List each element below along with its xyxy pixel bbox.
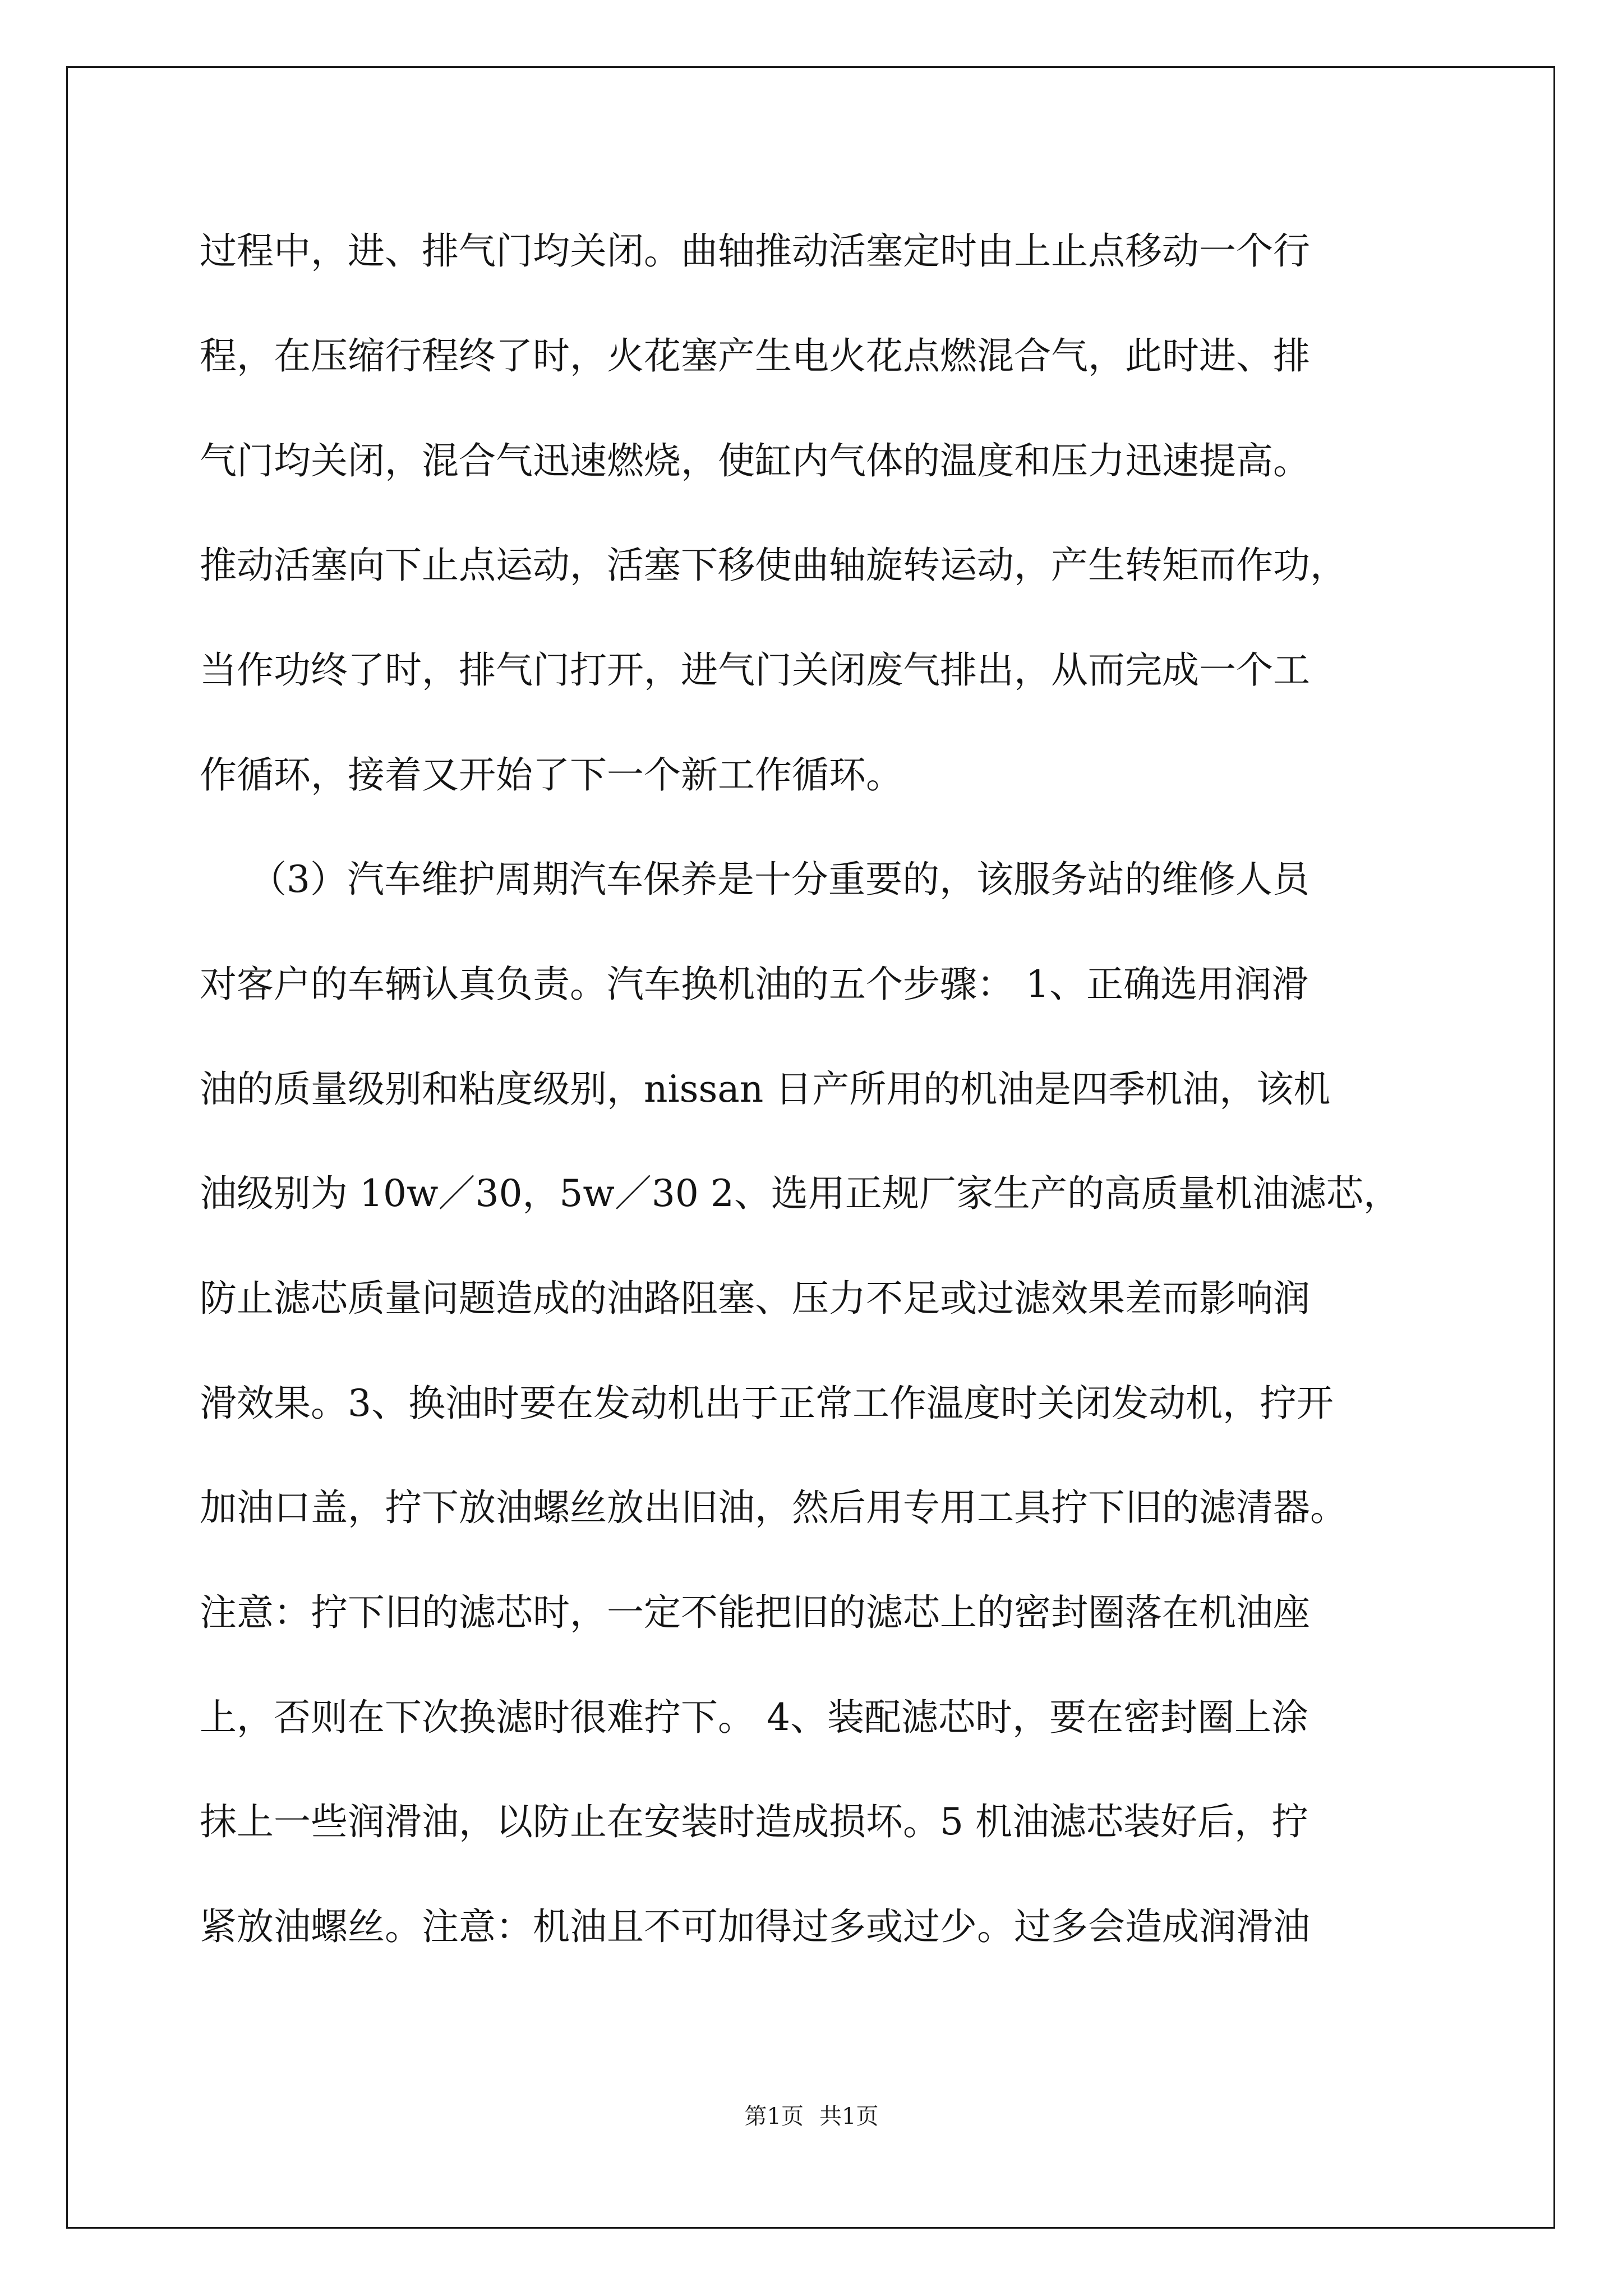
text-line: 气门均关闭，混合气迅速燃烧，使缸内气体的温度和压力迅速提高。 xyxy=(200,439,1310,482)
page-number-current: 第1页 xyxy=(744,2104,804,2129)
text-line: 油的质量级别和粘度级别，nissan 日产所用的机油是四季机油，该机 xyxy=(200,1068,1331,1111)
text-line: 防止滤芯质量问题造成的油路阻塞、压力不足或过滤效果差而影响润 xyxy=(200,1277,1310,1320)
text-line: 紧放油螺丝。注意：机油且不可加得过多或过少。过多会造成润滑油 xyxy=(200,1905,1310,1948)
text-line: 当作功终了时，排气门打开，进气门关闭废气排出，从而完成一个工 xyxy=(200,648,1310,692)
text-line: 作循环，接着又开始了下一个新工作循环。 xyxy=(200,753,903,797)
text-line: 抹上一些润滑油，以防止在安装时造成损坏。5 机油滤芯装好后，拧 xyxy=(200,1800,1308,1843)
text-line: 滑效果。3、换油时要在发动机出于正常工作温度时关闭发动机，拧开 xyxy=(200,1382,1334,1425)
page-number-total: 共1页 xyxy=(819,2104,879,2129)
text-line: 上，否则在下次换滤时很难拧下。 4、装配滤芯时，要在密封圈上涂 xyxy=(200,1696,1308,1739)
text-line-paragraph-start: （3）汽车维护周期汽车保养是十分重要的，该服务站的维修人员 xyxy=(250,858,1310,901)
text-line: 油级别为 10w／30，5w／30 2、选用正规厂家生产的高质量机油滤芯， xyxy=(200,1172,1400,1215)
text-line: 过程中，进、排气门均关闭。曲轴推动活塞定时由上止点移动一个行 xyxy=(200,229,1310,273)
text-line: 程，在压缩行程终了时，火花塞产生电火花点燃混合气，此时进、排 xyxy=(200,334,1310,378)
text-line: 注意：拧下旧的滤芯时，一定不能把旧的滤芯上的密封圈落在机油座 xyxy=(200,1591,1310,1634)
page-footer xyxy=(0,2102,1623,2131)
text-line: 加油口盖，拧下放油螺丝放出旧油，然后用专用工具拧下旧的滤清器。 xyxy=(200,1486,1347,1529)
text-line: 推动活塞向下止点运动，活塞下移使曲轴旋转运动，产生转矩而作功， xyxy=(200,544,1347,587)
text-line: 对客户的车辆认真负责。汽车换机油的五个步骤： 1、正确选用润滑 xyxy=(200,963,1308,1006)
